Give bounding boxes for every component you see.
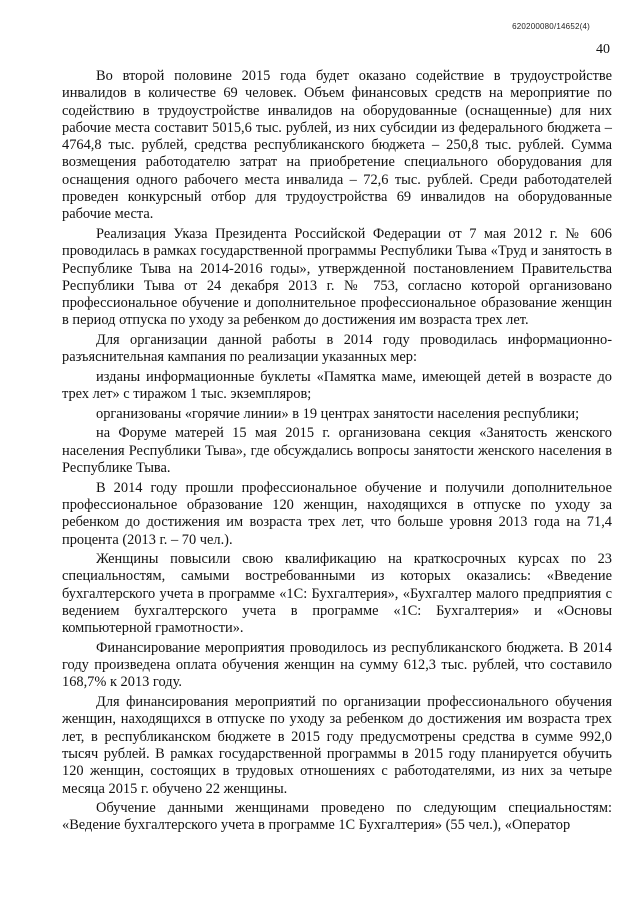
paragraph-courses: Женщины повысили свою квалификацию на краткосрочных курсах по 23 специальностям, самыми востребованными из которых оказались: «Введение бухгалтерского учета в программе «1С: Бухгалтерия», «Бухгалтер малого предприятия с ведением бухгалтерского учета в программе «1С: Бухгалтерия» и «Основы компьютерной грамотности». (62, 551, 612, 637)
page-number: 40 (596, 42, 610, 57)
paragraph-hotlines: организованы «горячие линии» в 19 центрах занятости населения республики; (96, 405, 580, 422)
paragraph-specialties: Обучение данными женщинами проведено по следующим специальностям: «Ведение бухгалтерского учета в программе 1С Бухгалтерия» (55 чел.), «Оператор (62, 800, 612, 834)
paragraph-booklets: изданы информационные буклеты «Памятка маме, имеющей детей в возрасте до трех лет» с тиражом 1 тыс. экземпляров; (62, 368, 612, 403)
paragraph-disabled-employment: Во второй половине 2015 года будет оказано содействие в трудоустройстве инвалидов в количестве 69 человек. Объем финансовых средств на мероприятие по содействию в трудоустройстве инвалидов на оборудованные (оснащенные) для них рабочие места составит 5015,6 тыс. рублей, из них субсидии из федерального бюджета – 4764,8 тыс. рублей, средства республиканского бюджета – 250,8 тыс. рублей. Сумма возмещения работодателю затрат на приобретение специального оборудования для оснащения одного рабочего места инвалида – 72,6 тыс. рублей. Среди работодателей проведен конкурсный отбор для трудоустройства 69 инвалидов на оборудованные рабочие места. (62, 68, 612, 223)
paragraph-info-campaign: Для организации данной работы в 2014 году проводилась информационно-разъяснительная кампания по реализации указанных мер: (62, 332, 612, 366)
paragraph-funding-2015: Для финансирования мероприятий по организации профессионального обучения женщин, находящихся в отпуске по уходу за ребенком до достижения им возраста трех лет, в республиканском бюджете в 2015 году предусмотрены средства в сумме 992,0 тысяч рублей. В рамках государственной программы в 2015 году планируется обучить 120 женщин, состоящих в трудовых отношениях с работодателями, из них за четыре месяца 2015 г. обучено 22 женщины. (62, 694, 612, 797)
document-number: 620200080/14652(4) (512, 22, 590, 31)
paragraph-decree-606: Реализация Указа Президента Российской Федерации от 7 мая 2012 г. № 606 проводилась в рамках государственной программы Республики Тыва «Труд и занятость в Республике Тыва на 2014-2016 годы», утвержденной постановлением Правительства Республики Тыва от 24 декабря 2013 г. № 753, согласно которой организовано профессиональное обучение и дополнительное профессиональное образование женщин в период отпуска по уходу за ребенком до достижения им возраста трех лет. (62, 225, 612, 329)
document-body (62, 68, 612, 837)
paragraph-mothers-forum: на Форуме матерей 15 мая 2015 г. организована секция «Занятость женского населения Республики Тыва», где обсуждались вопросы занятости женского населения в Республике Тыва. (62, 425, 612, 477)
paragraph-training-2014: В 2014 году прошли профессиональное обучение и получили дополнительное профессиональное образование 120 женщин, находящихся в отпуске по уходу за ребенком до достижения им возраста трех лет, что больше уровня 2013 года на 71,4 процента (2013 г. – 70 чел.). (62, 479, 612, 548)
paragraph-funding-2014: Финансирование мероприятия проводилось из республиканского бюджета. В 2014 году произведена оплата обучения женщин на сумму 612,3 тыс. рублей, что составило 168,7% к 2013 году. (62, 639, 612, 691)
